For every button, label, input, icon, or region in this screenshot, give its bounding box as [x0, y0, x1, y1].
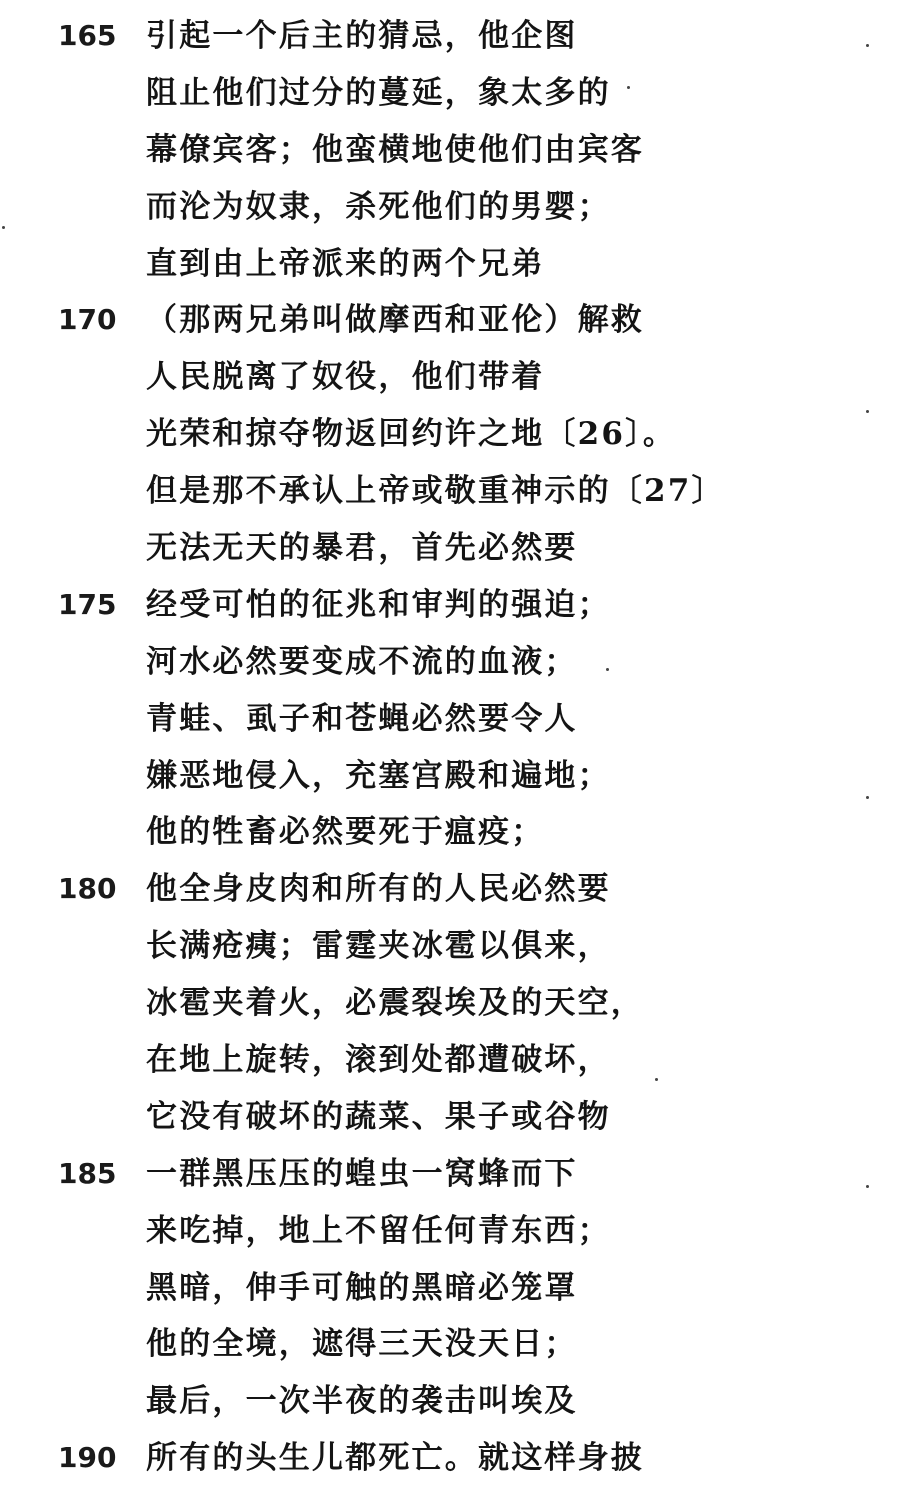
line-text: 他全身皮肉和所有的人民必然要: [146, 871, 611, 907]
line-number: 165: [58, 19, 117, 52]
line-text: 长满疮痍；雷霆夹冰雹以俱来，: [146, 928, 611, 964]
line-text: （那两兄弟叫做摩西和亚伦）解救: [146, 302, 644, 338]
line-text: 来吃掉，地上不留任何青东西；: [146, 1213, 611, 1249]
poem-line: [0, 410, 900, 467]
line-text: 他的牲畜必然要死于瘟疫；: [146, 814, 545, 850]
poem-line: [0, 979, 900, 1036]
line-text: 在地上旋转，滚到处都遭破坏，: [146, 1042, 611, 1078]
scan-speck: [866, 1185, 869, 1188]
line-text: 一群黑压压的蝗虫一窝蜂而下: [146, 1156, 578, 1192]
poem-line: [0, 69, 900, 126]
line-text: 他的全境，遮得三天没天日；: [146, 1326, 578, 1362]
line-number: 170: [58, 303, 117, 336]
line-text: 经受可怕的征兆和审判的强迫；: [146, 587, 611, 623]
poem-line: [0, 1207, 900, 1264]
poem-line: [0, 752, 900, 809]
poem-line: [0, 1320, 900, 1377]
line-number: 185: [58, 1157, 117, 1190]
line-text: 黑暗，伸手可触的黑暗必笼罩: [146, 1270, 578, 1306]
line-text: 幕僚宾客；他蛮横地使他们由宾客: [146, 132, 644, 168]
line-text: 最后，一次半夜的袭击叫埃及: [146, 1383, 578, 1419]
poem-line: [0, 865, 900, 922]
line-text: 光荣和掠夺物返回约许之地〔26〕。: [146, 416, 677, 452]
poem-line: [0, 240, 900, 297]
line-text: 人民脱离了奴役，他们带着: [146, 359, 545, 395]
line-text: 嫌恶地侵入，充塞宫殿和遍地；: [146, 758, 611, 794]
scan-speck: [866, 44, 869, 47]
poem-line: [0, 922, 900, 979]
poem-line: [0, 296, 900, 353]
poem-line: [0, 467, 900, 524]
scan-speck: [627, 86, 630, 89]
line-text: 阻止他们过分的蔓延，象太多的: [146, 75, 611, 111]
poem-line: [0, 1093, 900, 1150]
poem-line: [0, 524, 900, 581]
line-text: 引起一个后主的猜忌，他企图: [146, 18, 578, 54]
poem-line: [0, 808, 900, 865]
scan-speck: [2, 226, 5, 229]
poem-line: [0, 126, 900, 183]
poem-line: [0, 581, 900, 638]
scan-speck: [866, 796, 869, 799]
line-text: 直到由上帝派来的两个兄弟: [146, 246, 545, 282]
line-text: 它没有破坏的蔬菜、果子或谷物: [146, 1099, 611, 1135]
scan-speck: [866, 410, 869, 413]
line-number: 175: [58, 588, 117, 621]
line-text: 但是那不承认上帝或敬重神示的〔27〕: [146, 473, 725, 509]
poem-line: [0, 638, 900, 695]
line-number: 180: [58, 872, 117, 905]
poem-line: [0, 1377, 900, 1434]
poem-line: [0, 353, 900, 410]
line-text: 冰雹夹着火，必震裂埃及的天空，: [146, 985, 644, 1021]
line-text: 所有的头生儿都死亡。就这样身披: [146, 1440, 644, 1476]
line-text: 无法无天的暴君，首先必然要: [146, 530, 578, 566]
scan-speck: [606, 668, 609, 671]
poem-line: [0, 695, 900, 752]
poem-line: [0, 1150, 900, 1207]
poem-line: [0, 1434, 900, 1491]
poem-line: [0, 1036, 900, 1093]
line-number: 190: [58, 1441, 117, 1474]
poem-line: [0, 12, 900, 69]
poem-line: [0, 183, 900, 240]
line-text: 青蛙、虱子和苍蝇必然要令人: [146, 701, 578, 737]
scan-speck: [655, 1078, 658, 1081]
line-text: 河水必然要变成不流的血液；: [146, 644, 578, 680]
poem-line: [0, 1264, 900, 1321]
line-text: 而沦为奴隶，杀死他们的男婴；: [146, 189, 611, 225]
